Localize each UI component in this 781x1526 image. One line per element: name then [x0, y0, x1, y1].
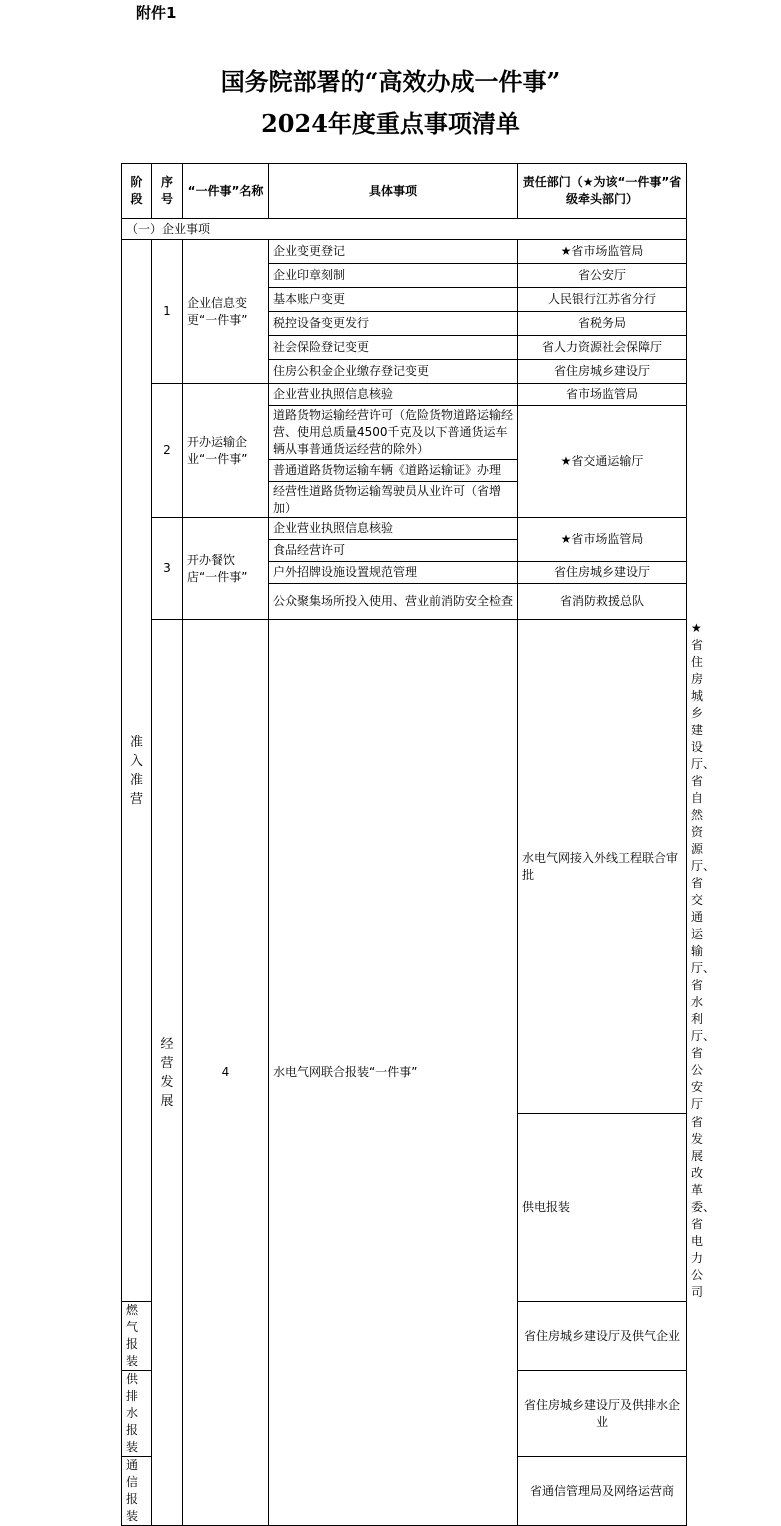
group-name: 开办运输企业“一件事”: [183, 384, 269, 518]
attachment-label: 附件1: [136, 4, 177, 22]
table-header-row: [122, 164, 687, 219]
item-cell: 通信报装: [122, 1457, 152, 1526]
header-stage: 阶段: [122, 164, 152, 219]
table-row: [122, 240, 687, 264]
dept-cell: ★省市场监管局: [518, 240, 687, 264]
dept-cell: ★省市场监管局: [518, 518, 687, 562]
header-items: 具体事项: [269, 164, 518, 219]
item-cell: 基本账户变更: [269, 288, 518, 312]
stage-access: 准入准营: [122, 240, 152, 1302]
group-name: 水电气网联合报装“一件事”: [269, 620, 518, 1526]
section-row: [122, 219, 687, 240]
group-seq: 1: [152, 240, 183, 384]
table-row: 经营发展 4 水电气网联合报装“一件事” 水电气网接入外线工程联合审批 ★省住房城乡建设厅、省自然资源厅、省交通运输厅、省水利厅、省公安厅: [122, 620, 687, 1114]
item-cell: 税控设备变更发行: [269, 312, 518, 336]
item-cell: 住房公积金企业缴存登记变更: [269, 360, 518, 384]
page-title-line1: 国务院部署的“高效办成一件事”: [220, 67, 561, 96]
header-seq: 序号: [152, 164, 183, 219]
dept-cell: 人民银行江苏省分行: [518, 288, 687, 312]
section-title: （一）企业事项: [122, 219, 687, 240]
dept-cell: 省住房城乡建设厅及供气企业: [518, 1302, 687, 1371]
dept-cell: 省公安厅: [518, 264, 687, 288]
stage-ops: 经营发展: [152, 620, 183, 1526]
item-cell: 公众聚集场所投入使用、营业前消防安全检查: [269, 584, 518, 620]
header-name: “一件事”名称: [183, 164, 269, 219]
dept-cell: 省人力资源社会保障厅: [518, 336, 687, 360]
item-cell: 户外招牌设施设置规范管理: [269, 562, 518, 584]
table-row: 供电报装 省发展改革委、省电力公司: [122, 1114, 687, 1302]
item-cell: 经营性道路货物运输驾驶员从业许可（省增加）: [269, 482, 518, 518]
group-name: 企业信息变更“一件事”: [183, 240, 269, 384]
header-dept: 责任部门（★为该“一件事”省级牵头部门）: [518, 164, 687, 219]
dept-cell: 省消防救援总队: [518, 584, 687, 620]
item-cell: 食品经营许可: [269, 540, 518, 562]
dept-cell: 省住房城乡建设厅及供排水企业: [518, 1371, 687, 1457]
item-cell: 普通道路货物运输车辆《道路运输证》办理: [269, 460, 518, 482]
item-cell: 企业印章刻制: [269, 264, 518, 288]
table-row: [122, 384, 687, 406]
item-cell: 企业营业执照信息核验: [269, 384, 518, 406]
item-cell: 燃气报装: [122, 1302, 152, 1371]
item-cell: 水电气网接入外线工程联合审批: [518, 620, 687, 1114]
table-row: [122, 518, 687, 540]
dept-cell: 省税务局: [518, 312, 687, 336]
item-cell: 供电报装: [518, 1114, 687, 1302]
item-cell: 社会保险登记变更: [269, 336, 518, 360]
item-cell: 道路货物运输经营许可（危险货物道路运输经营、使用总质量4500千克及以下普通货运车辆从事普通货运经营的除外）: [269, 406, 518, 460]
item-cell: 企业变更登记: [269, 240, 518, 264]
group-seq: 3: [152, 518, 183, 620]
group-seq: 2: [152, 384, 183, 518]
dept-cell: 省通信管理局及网络运营商: [518, 1457, 687, 1526]
dept-cell: 省住房城乡建设厅: [518, 562, 687, 584]
page-title-line2: 2024年度重点事项清单: [261, 109, 520, 138]
items-table: [121, 163, 716, 1526]
group-name: 开办餐饮店“一件事”: [183, 518, 269, 620]
group-seq: 4: [183, 620, 269, 1526]
dept-cell: ★省交通运输厅: [518, 406, 687, 518]
item-cell: 供排水报装: [122, 1371, 152, 1457]
item-cell: 企业营业执照信息核验: [269, 518, 518, 540]
dept-cell: 省住房城乡建设厅: [518, 360, 687, 384]
dept-cell: 省市场监管局: [518, 384, 687, 406]
